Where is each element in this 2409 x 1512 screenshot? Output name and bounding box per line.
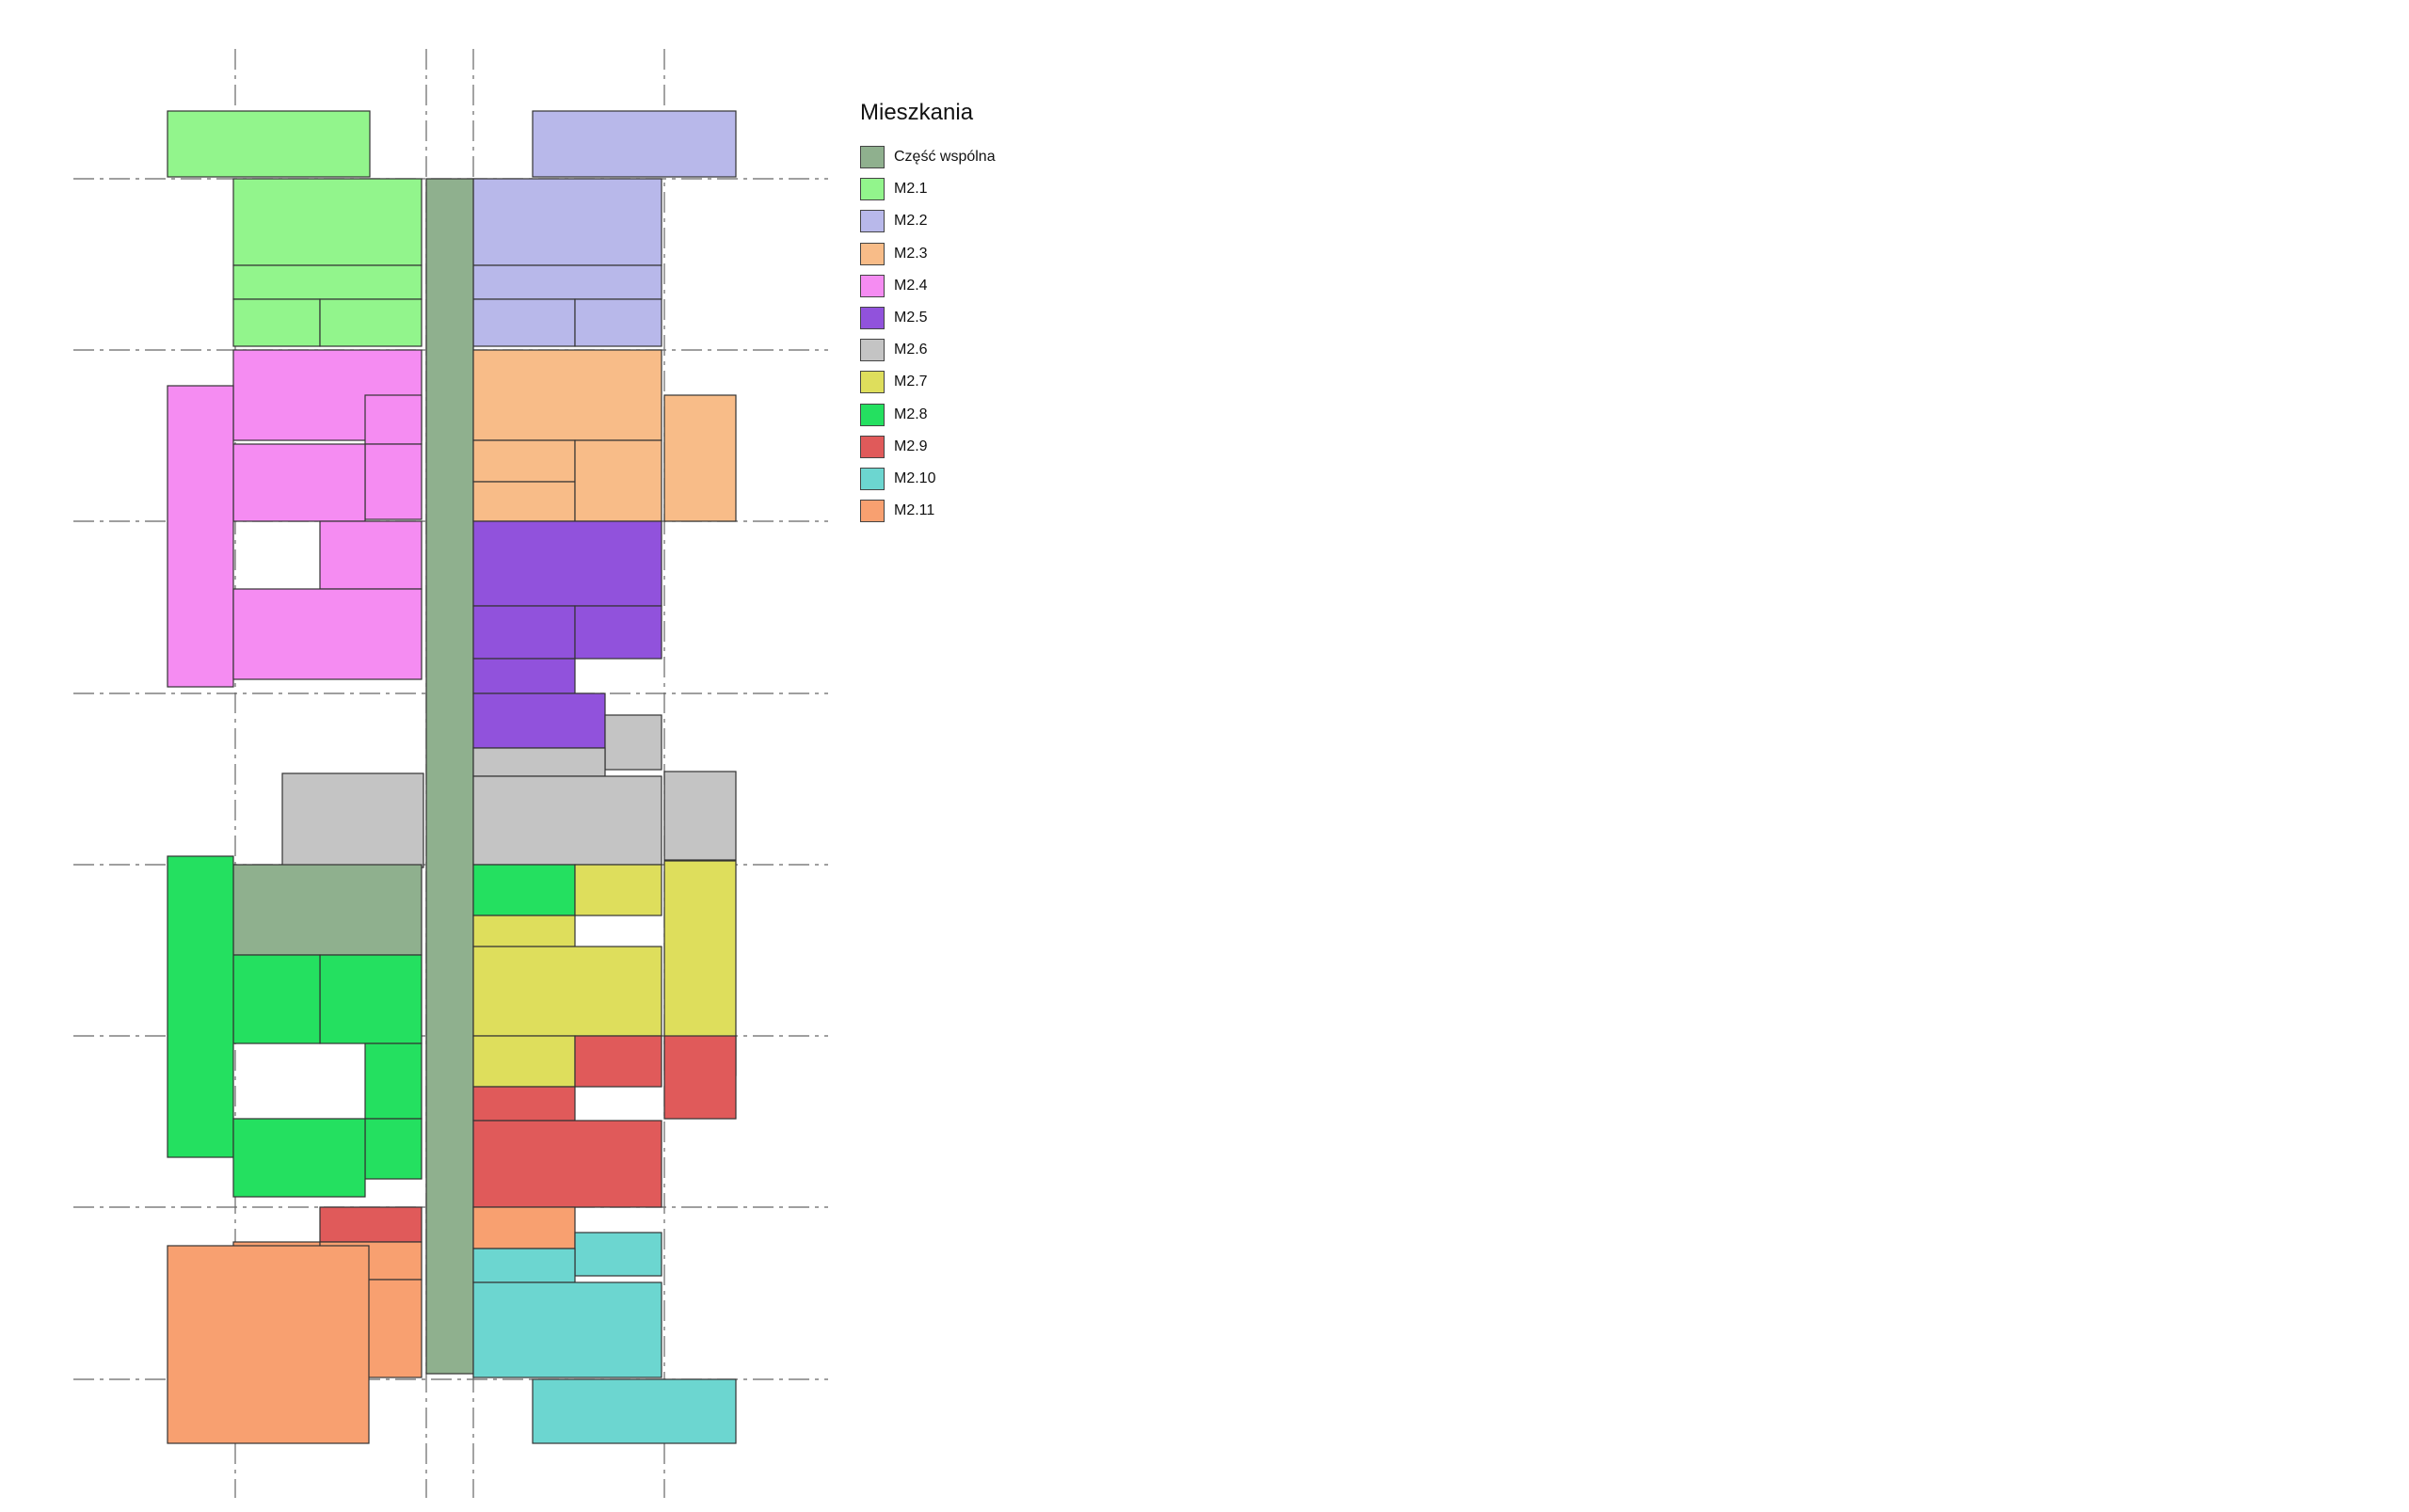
room-118: [664, 395, 736, 521]
legend-swatch: [860, 371, 885, 393]
room-43: [533, 1379, 736, 1443]
room-126: [168, 111, 370, 177]
room-121: [473, 947, 662, 1036]
room-42: [473, 1282, 662, 1377]
legend-label: Część wspólna: [894, 149, 996, 166]
room-14: [320, 521, 422, 589]
room-20: [473, 606, 575, 659]
room-25: [664, 772, 736, 860]
legend-item: [860, 399, 996, 431]
room-5: [320, 299, 422, 346]
room-32: [233, 955, 320, 1043]
legend-label: M2.8: [894, 406, 928, 422]
room-117: [473, 693, 605, 748]
room-7: [473, 179, 662, 265]
legend-item: [860, 238, 996, 270]
room-44: [473, 1249, 575, 1282]
room-18: [365, 395, 422, 444]
legend-label: M2.5: [894, 310, 928, 326]
room-47: [168, 1246, 369, 1443]
legend-swatch: [860, 178, 885, 200]
legend-label: M2.10: [894, 470, 936, 486]
room-21: [473, 521, 662, 606]
legend-item: [860, 463, 996, 495]
room-19: [365, 444, 422, 519]
room-26: [473, 748, 605, 776]
legend-label: M2.7: [894, 374, 928, 390]
legend-swatch: [860, 500, 885, 522]
room-16: [233, 444, 365, 521]
legend-label: M2.4: [894, 277, 928, 294]
room-31: [575, 865, 662, 915]
room-8: [575, 299, 662, 346]
room-35: [473, 865, 575, 915]
legend-label: M2.11: [894, 502, 935, 519]
legend-swatch: [860, 275, 885, 297]
legend-item: [860, 366, 996, 398]
room-30: [473, 915, 575, 947]
room-10: [473, 440, 575, 482]
legend-label: M2.3: [894, 245, 928, 262]
room-37: [365, 1119, 422, 1179]
room-50: [233, 865, 422, 955]
room-123: [282, 773, 423, 867]
room-3: [233, 179, 422, 265]
room-15: [233, 589, 422, 679]
legend-label: M2.2: [894, 213, 928, 230]
room-22: [473, 659, 575, 693]
room-27: [605, 715, 662, 770]
legend-item: [860, 205, 996, 237]
room-45: [575, 1233, 662, 1276]
legend-item: [860, 334, 996, 366]
room-120: [365, 1043, 422, 1119]
legend-swatch: [860, 339, 885, 361]
room-1: [426, 179, 473, 1374]
room-2: [233, 265, 422, 299]
legend-item: [860, 173, 996, 205]
room-36: [233, 1119, 365, 1197]
room-13: [473, 482, 575, 521]
room-6: [473, 265, 662, 299]
room-11: [473, 350, 662, 440]
room-39: [320, 1207, 422, 1242]
room-119: [168, 386, 233, 687]
legend-swatch: [860, 307, 885, 329]
floor-plan: [0, 0, 847, 1512]
legend-label: M2.9: [894, 438, 928, 454]
room-23: [575, 606, 662, 659]
legend-item: [860, 141, 996, 173]
room-29: [473, 1036, 575, 1087]
room-4: [233, 299, 320, 346]
room-41: [575, 1036, 662, 1087]
legend-label: M2.1: [894, 181, 928, 198]
legend-swatch: [860, 436, 885, 458]
legend-title: Mieszkania: [860, 100, 974, 125]
room-124: [473, 1207, 575, 1249]
room-40: [473, 1087, 575, 1121]
room-33: [320, 955, 422, 1043]
legend-swatch: [860, 210, 885, 232]
legend: [860, 141, 996, 527]
legend-swatch: [860, 404, 885, 426]
legend-item: [860, 270, 996, 302]
room-24: [473, 776, 662, 865]
legend-item: [860, 495, 996, 527]
room-34: [168, 856, 233, 1157]
legend-label: M2.6: [894, 342, 928, 358]
legend-swatch: [860, 243, 885, 265]
room-9: [473, 299, 575, 346]
room-116: [533, 111, 736, 177]
legend-swatch: [860, 146, 885, 168]
room-122: [473, 1121, 662, 1207]
legend-item: [860, 302, 996, 334]
legend-swatch: [860, 468, 885, 490]
room-38: [664, 1036, 736, 1119]
room-12: [575, 440, 662, 521]
legend-item: [860, 431, 996, 463]
